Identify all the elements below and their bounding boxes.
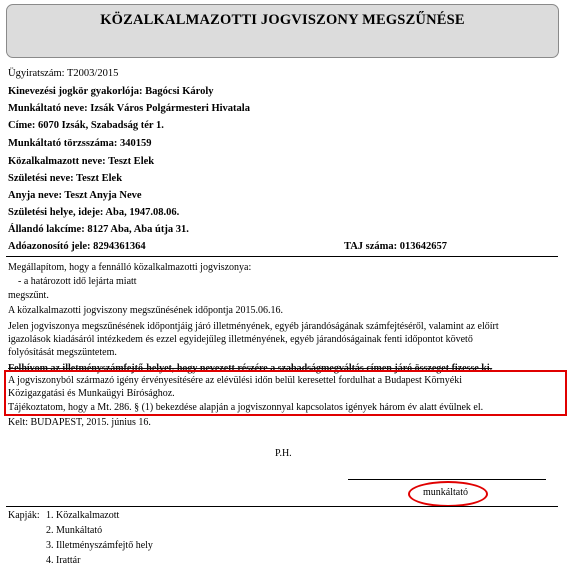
jogorvoslat-line2: Közigazgatási és Munkaügyi Bírósághoz. (8, 388, 175, 399)
jelen-jogviszonya-line3: folyósítását megszüntetem. (8, 347, 117, 358)
jelen-jogviszonya-line2: igazolások kiadásáról intézkedem és ezzel egyidejűleg illetményének, egyéb járandóságainak fenti időpontot követő (8, 334, 473, 345)
megszunt-text: megszűnt. (8, 290, 49, 301)
kapjak-item-1: 1. Közalkalmazott (46, 510, 120, 521)
jelen-jogviszonya-line1: Jelen jogviszonya megszűnésének időpontjáig járó illetményének, egyéb járandóságának számfejtéséről, valamint az előírt (8, 321, 499, 332)
kinevezesi-jogkor: Kinevezési jogkör gyakorlója: Bagócsi Károly (8, 86, 214, 97)
kapjak-item-2: 2. Munkáltató (46, 525, 103, 536)
munkaltato-neve: Munkáltató neve: Izsák Város Polgármesteri Hivatala (8, 103, 250, 114)
kozalkalmazott-neve: Közalkalmazott neve: Teszt Elek (8, 156, 155, 167)
szuletesi-neve: Születési neve: Teszt Elek (8, 173, 123, 184)
adoazonosito-jel: Adóazonosító jele: 8294361364 (8, 241, 146, 252)
munkaltato-signature-label: munkáltató (423, 487, 468, 498)
elevules-tajekoztatas: Tájékoztatom, hogy a Mt. 286. § (1) bekezdése alapján a jogviszonnyal kapcsolatos igények három év alatt évülnek el. (8, 402, 484, 413)
struck-through-line: Felhívom az illetményszámfejtő-helyet, hogy nevezett részére a szabadságmegváltás címen járó összeget fizesse ki. (8, 363, 493, 374)
ugyiratszam: Ügyiratszám: T2003/2015 (8, 68, 119, 79)
megszunes-idopontja: A közalkalmazotti jogviszony megszűnésének időpontja 2015.06.16. (8, 305, 283, 316)
taj-szam: TAJ száma: 013642657 (344, 241, 448, 252)
hatarozott-ido-text: - a határozott idő lejárta miatt (18, 276, 137, 287)
anyja-neve: Anyja neve: Teszt Anyja Neve (8, 190, 142, 201)
szuletesi-hely-ideje: Születési helye, ideje: Aba, 1947.08.06. (8, 207, 180, 218)
ph-label: P.H. (275, 448, 292, 459)
megallapitom-text: Megállapítom, hogy a fennálló közalkalmazotti jogviszonya: (8, 262, 252, 273)
jogorvoslat-line1: A jogviszonyból származó igény érvényesítésére az elévülési időn belül keresettel fordulhat a Budapest Környéki (8, 375, 463, 386)
document-title: KÖZALKALMAZOTTI JOGVISZONY MEGSZŰNÉSE (100, 12, 465, 28)
kelt: Kelt: BUDAPEST, 2015. június 16. (8, 417, 151, 428)
signature-line (348, 479, 546, 480)
title-box (6, 4, 559, 58)
munkaltato-cime: Címe: 6070 Izsák, Szabadság tér 1. (8, 120, 164, 131)
kapjak-item-4: 4. Irattár (46, 555, 81, 566)
munkaltato-torzsszama: Munkáltató törzsszáma: 340159 (8, 138, 152, 149)
divider-bottom (6, 506, 558, 507)
divider-top (6, 256, 558, 257)
allando-lakcim: Állandó lakcíme: 8127 Aba, Aba útja 31. (8, 224, 189, 235)
kapjak-item-3: 3. Illetményszámfejtő hely (46, 540, 153, 551)
kapjak-label: Kapják: (8, 510, 40, 521)
